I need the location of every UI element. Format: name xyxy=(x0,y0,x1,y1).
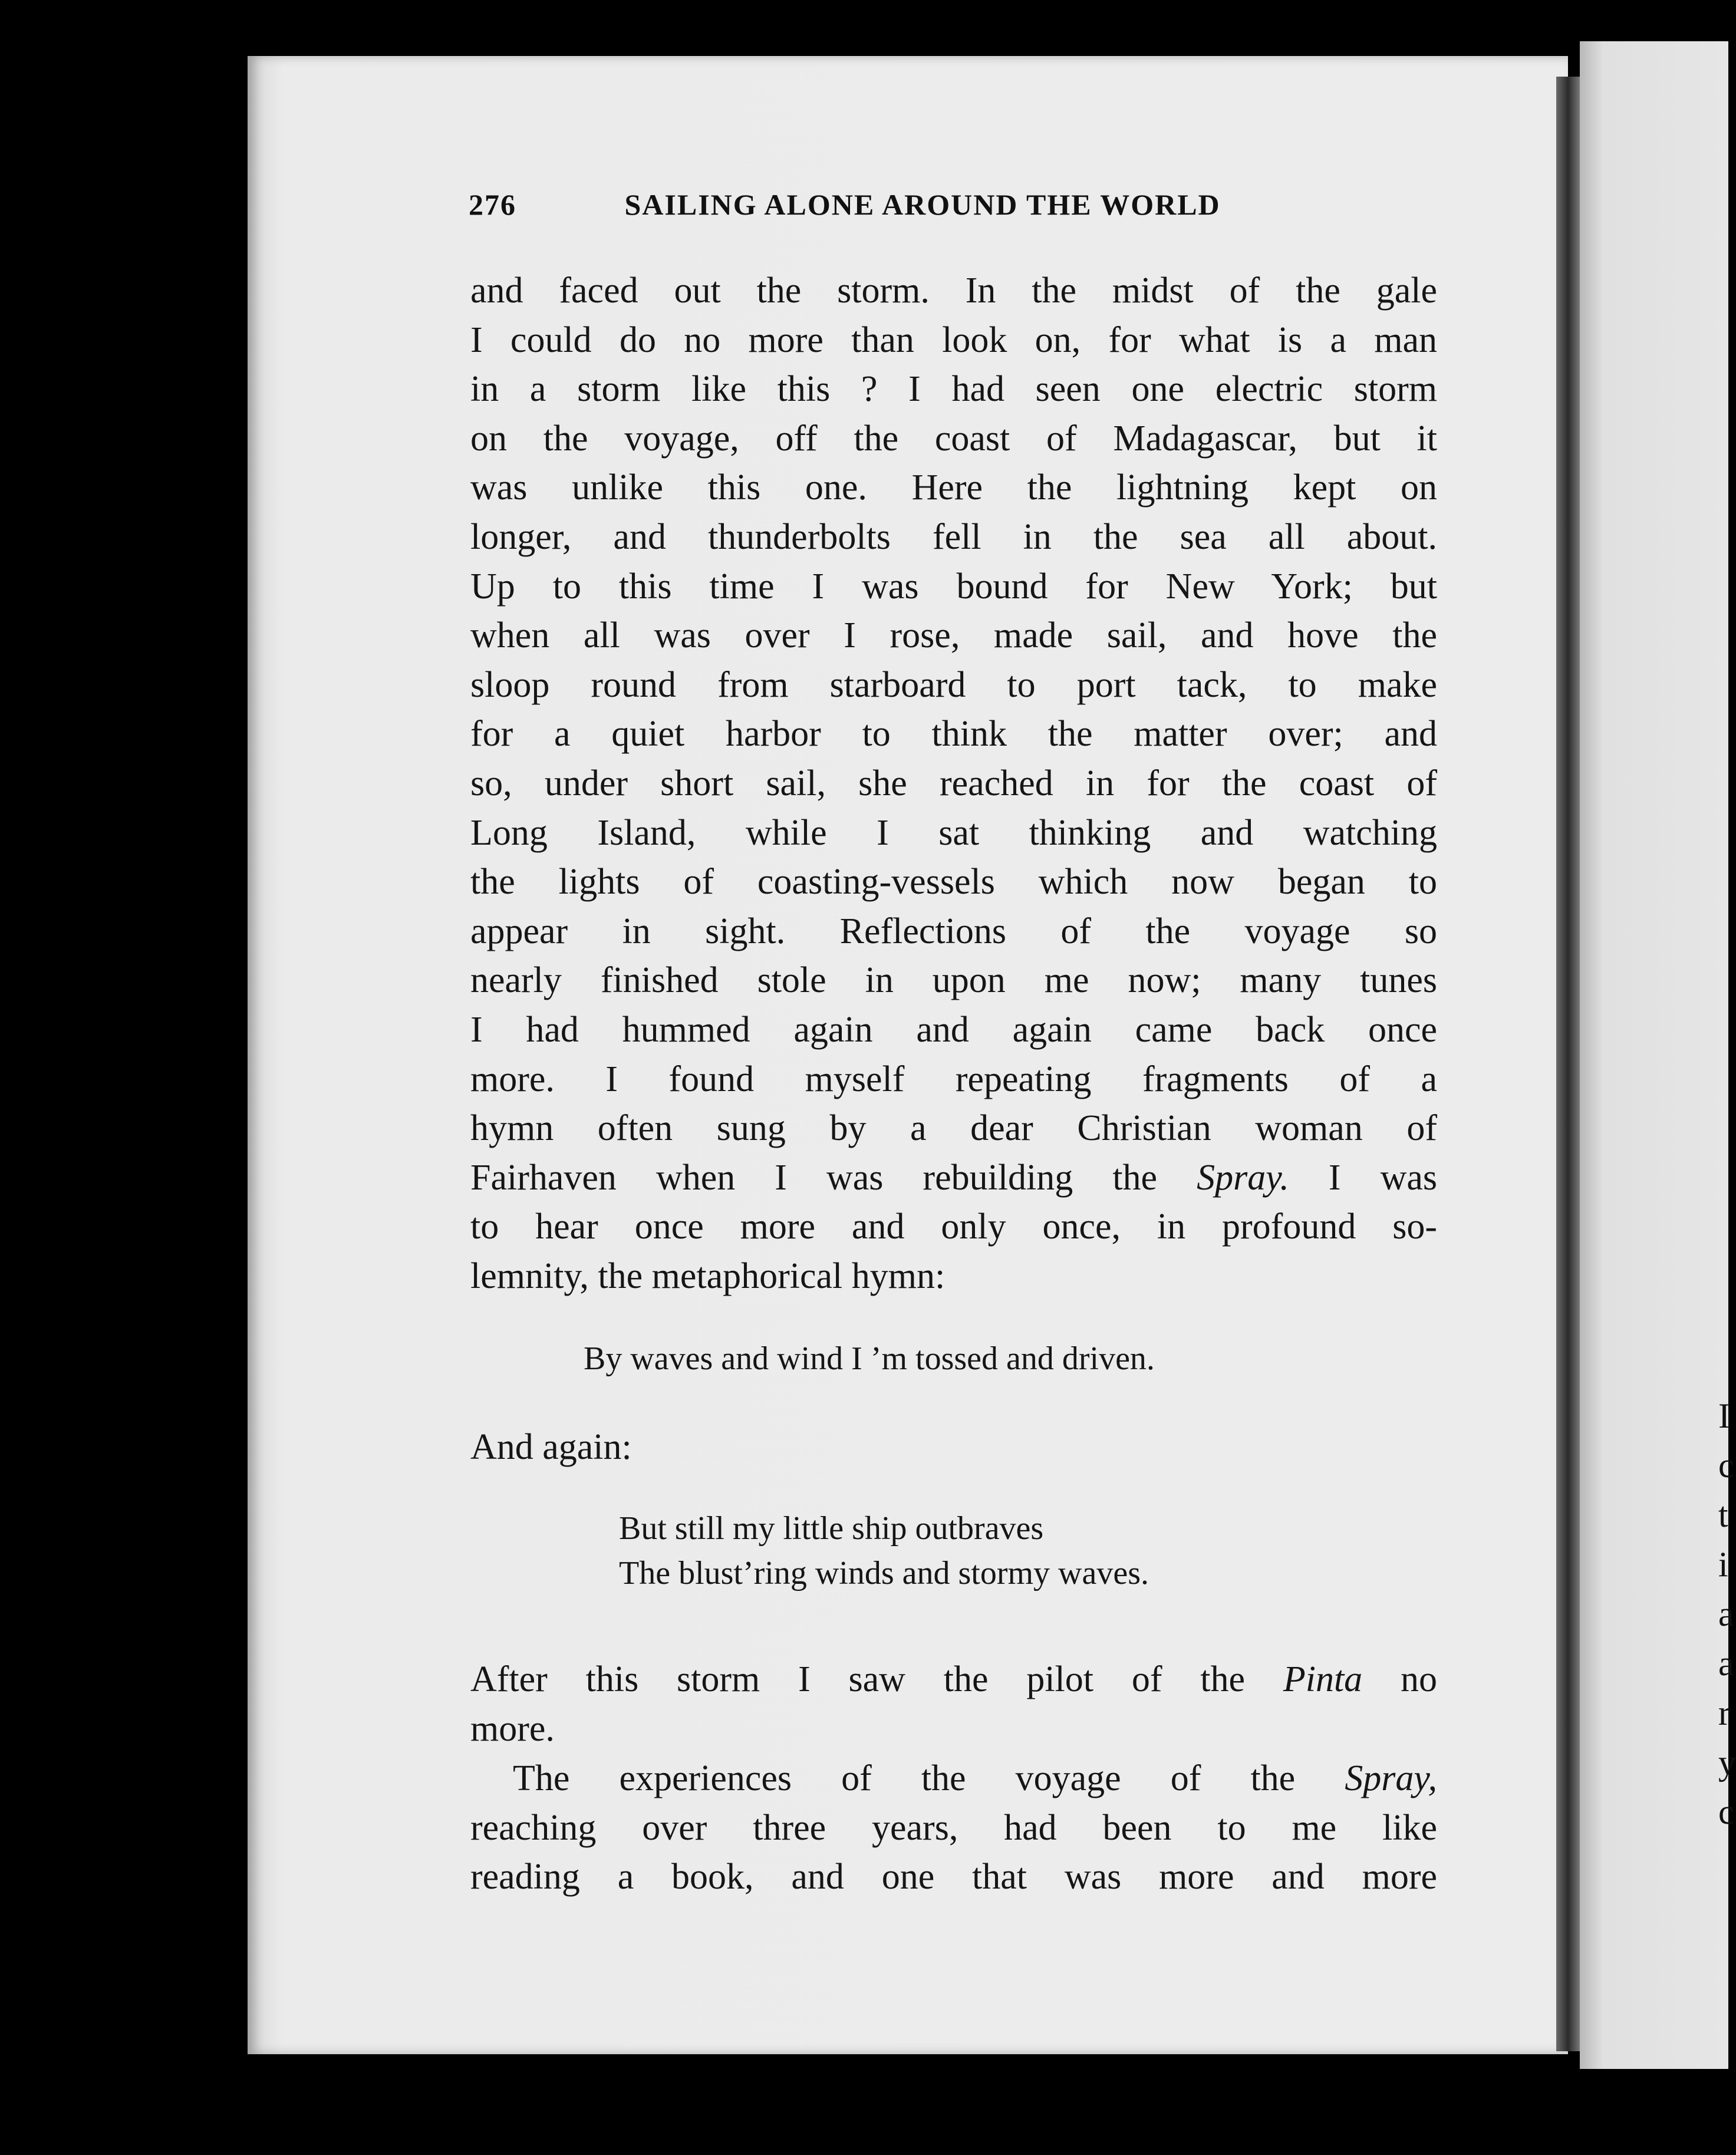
text-line: was unlike this one. Here the lightning kept on xyxy=(470,467,1437,508)
text-line: so, under short sail, she reached in for the coast of xyxy=(470,763,1437,803)
text-line: reaching over three years, had been to me like xyxy=(470,1807,1437,1848)
facing-page-letter: i xyxy=(1718,1545,1728,1584)
text-line: I had hummed again and again came back once xyxy=(470,1009,1437,1050)
text-line: The experiences of the voyage of the Spray, xyxy=(513,1758,1437,1798)
text-line: Up to this time I was bound for New York; but xyxy=(470,566,1437,607)
page-header xyxy=(469,187,1294,229)
text-line: more. xyxy=(470,1708,555,1749)
page-number: 276 xyxy=(469,188,516,221)
text-line: in a storm like this ? I had seen one electric storm xyxy=(470,369,1437,410)
text-line: reading a book, and one that was more and more xyxy=(470,1857,1437,1897)
text-line: more. I found myself repeating fragments of a xyxy=(470,1059,1437,1099)
facing-page-letter: a xyxy=(1718,1644,1734,1683)
text-line: Fairhaven when I was rebuilding the Spray. I was xyxy=(470,1157,1437,1198)
text-line: and faced out the storm. In the midst of the gale xyxy=(470,271,1437,311)
text-line: longer, and thunderbolts fell in the sea all about. xyxy=(470,516,1437,557)
facing-page-fragments xyxy=(1718,1391,1736,1837)
text-line: Long Island, while I sat thinking and watching xyxy=(470,812,1437,853)
facing-page-letter: c xyxy=(1718,1792,1734,1831)
text-line: hymn often sung by a dear Christian woman of xyxy=(470,1108,1437,1149)
paragraph-pinta xyxy=(470,1655,1437,1754)
hymn-quote-1: By waves and wind I ’m tossed and driven. xyxy=(584,1340,1155,1377)
text-line: to hear once more and only once, in profound so- xyxy=(470,1207,1437,1247)
text-line: the lights of coasting-vessels which now began to xyxy=(470,862,1437,902)
text-line: sloop round from starboard to port tack, to make xyxy=(470,664,1437,705)
facing-page-letter: t xyxy=(1718,1495,1728,1534)
ship-name: Pinta xyxy=(1283,1659,1363,1699)
book-gutter xyxy=(1556,77,1580,2051)
paragraph-experiences xyxy=(470,1754,1437,1902)
facing-page-letter: y xyxy=(1718,1743,1736,1782)
text-line: After this storm I saw the pilot of the Pinta no xyxy=(470,1659,1438,1699)
facing-page-letter: a xyxy=(1718,1594,1734,1633)
text-line: appear in sight. Reflections of the voyage so xyxy=(470,911,1437,951)
text-line: on the voyage, off the coast of Madagascar, but it xyxy=(470,418,1437,459)
facing-page-edge xyxy=(1580,41,1728,2069)
hymn-quote-2 xyxy=(619,1506,1385,1596)
running-title: SAILING ALONE AROUND THE WORLD xyxy=(624,188,1221,221)
text-line: lemnity, the metaphorical hymn: xyxy=(470,1256,946,1296)
text-line: I could do no more than look on, for what is a man xyxy=(470,319,1437,360)
hymn-line: The blust’ring winds and stormy waves. xyxy=(619,1555,1149,1591)
facing-page-letter: c xyxy=(1718,1446,1734,1485)
ship-name: Spray. xyxy=(1197,1157,1289,1198)
and-again-line: And again: xyxy=(470,1427,632,1467)
text-line: when all was over I rose, made sail, and hove the xyxy=(470,615,1437,656)
facing-page-letter: I xyxy=(1718,1396,1730,1435)
text-line: nearly finished stole in upon me now; many tunes xyxy=(470,960,1437,1001)
hymn-line: But still my little ship outbraves xyxy=(619,1510,1044,1547)
text-line: for a quiet harbor to think the matter over; and xyxy=(470,714,1437,754)
ship-name: Spray, xyxy=(1345,1758,1437,1798)
paragraph-storm xyxy=(470,266,1437,1301)
facing-page-letter: r xyxy=(1718,1693,1730,1732)
